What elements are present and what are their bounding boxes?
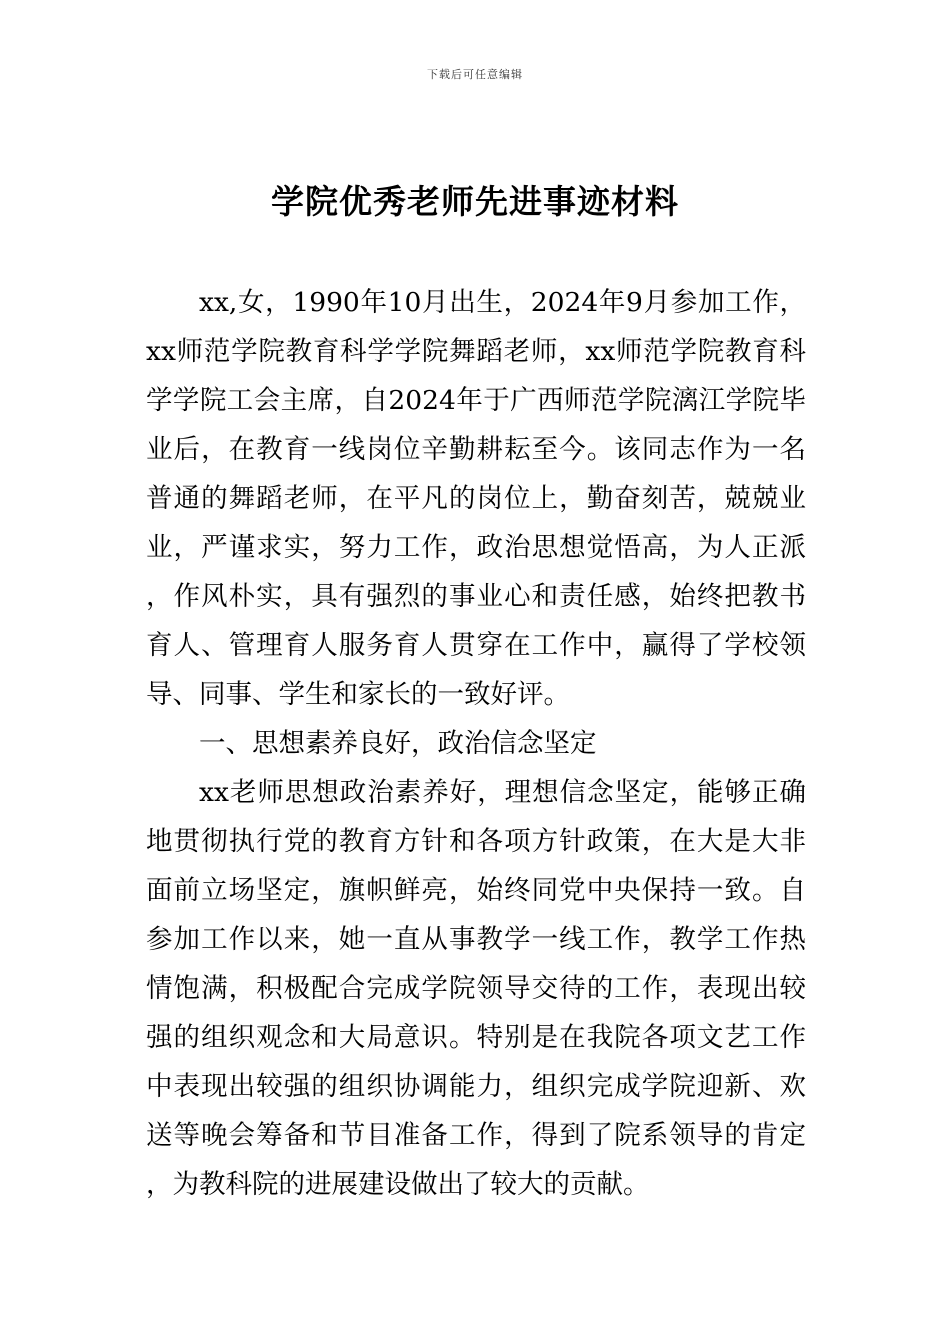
document-title: 学院优秀老师先进事迹材料 (271, 182, 679, 221)
document-body (146, 278, 806, 1209)
section-heading-1: 一、思想素养良好，政治信念坚定 (199, 728, 597, 759)
header-note: 下载后可任意编辑 (427, 68, 523, 81)
paragraph-section-1: xx老师思想政治素养好，理想信念坚定，能够正确地贯彻执行党的教育方针和各项方针政策，在大是大非面前立场坚定，旗帜鲜亮，始终同党中央保持一致。自参加工作以来，她一直从事教学一线工作，教学工作热情饱满，积极配合完成学院领导交待的工作，表现出较强的组织观念和大局意识。特别是在我院各项文艺工作中表现出较强的组织协调能力，组织完成学院迎新、欢送等晚会筹备和节目准备工作，得到了院系领导的肯定，为教科院的进展建设做出了较大的贡献。 (146, 777, 806, 1200)
paragraph-intro: xx,女，1990年10月出生，2024年9月参加工作，xx师范学院教育科学学院舞蹈老师，xx师范学院教育科学学院工会主席，自2024年于广西师范学院漓江学院毕业后，在教育一线岗位辛勤耕耘至今。该同志作为一名普通的舞蹈老师，在平凡的岗位上，勤奋刻苦，兢兢业业，严谨求实，努力工作，政治思想觉悟高，为人正派，作风朴实，具有强烈的事业心和责任感，始终把教书育人、管理育人服务育人贯穿在工作中，赢得了学校领导、同事、学生和家长的一致好评。 (146, 287, 806, 710)
